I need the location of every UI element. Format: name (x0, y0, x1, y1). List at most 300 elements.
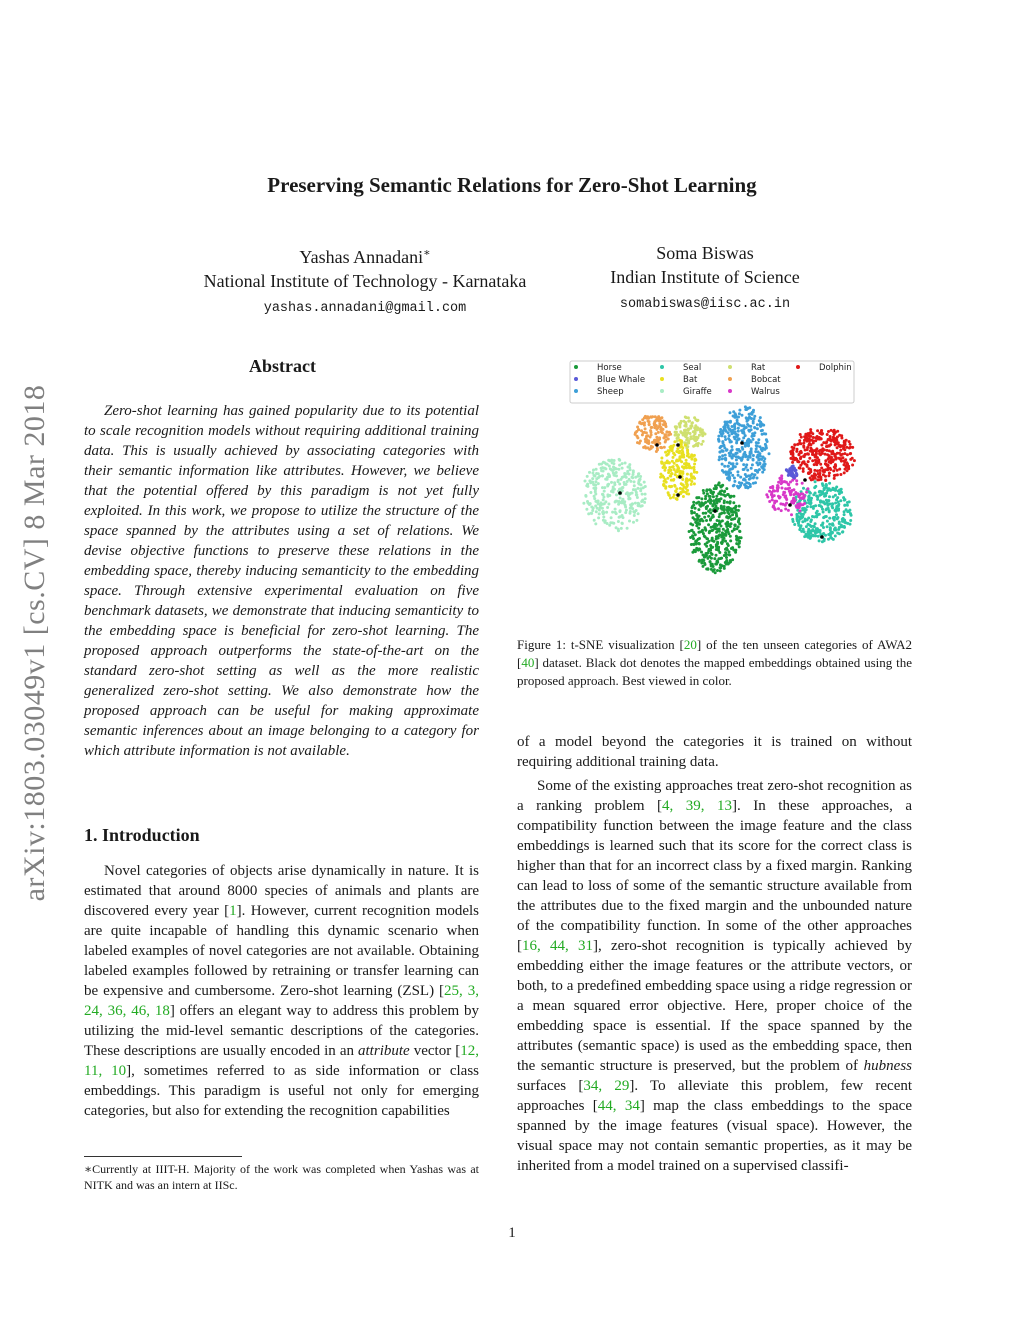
scatter-point (607, 503, 610, 506)
scatter-point (843, 499, 846, 502)
scatter-point (834, 502, 837, 505)
scatter-point (765, 445, 768, 448)
scatter-point (726, 506, 729, 509)
scatter-point (631, 476, 634, 479)
scatter-point (610, 481, 613, 484)
scatter-point (834, 458, 837, 461)
author-email-1: yashas.annadani@gmail.com (263, 301, 467, 316)
scatter-point (626, 470, 629, 473)
scatter-point (636, 436, 639, 439)
scatter-point (745, 463, 748, 466)
scatter-point (693, 416, 696, 419)
scatter-point (707, 510, 710, 513)
scatter-point (815, 447, 818, 450)
scatter-point (809, 450, 812, 453)
scatter-point (797, 443, 800, 446)
scatter-point (721, 463, 724, 466)
scatter-point (830, 439, 833, 442)
scatter-point (731, 513, 734, 516)
scatter-point (799, 502, 802, 505)
scatter-point (733, 527, 736, 530)
scatter-point (828, 523, 831, 526)
scatter-point (722, 432, 725, 435)
scatter-point (709, 491, 712, 494)
scatter-point (807, 523, 810, 526)
scatter-point (684, 416, 687, 419)
scatter-point (679, 430, 682, 433)
scatter-point (701, 559, 704, 562)
scatter-point (762, 447, 765, 450)
scatter-point (754, 481, 757, 484)
scatter-point (738, 545, 741, 548)
scatter-point (612, 466, 615, 469)
scatter-point (689, 432, 692, 435)
scatter-point (826, 445, 829, 448)
scatter-point (734, 414, 737, 417)
scatter-point (724, 428, 727, 431)
scatter-point (728, 434, 731, 437)
scatter-point (734, 505, 737, 508)
scatter-point (665, 425, 668, 428)
scatter-point (777, 507, 780, 510)
scatter-point (719, 490, 722, 493)
scatter-point (742, 463, 745, 466)
scatter-point (825, 508, 828, 511)
scatter-point (730, 445, 733, 448)
scatter-point (678, 451, 681, 454)
scatter-point (802, 513, 805, 516)
scatter-point (831, 505, 834, 508)
scatter-point (799, 526, 802, 529)
scatter-point (674, 473, 677, 476)
legend-marker (660, 377, 664, 381)
scatter-point (732, 501, 735, 504)
scatter-point (621, 486, 624, 489)
scatter-point (662, 423, 665, 426)
scatter-point (706, 541, 709, 544)
scatter-point (785, 502, 788, 505)
scatter-point (693, 468, 696, 471)
scatter-point (643, 431, 646, 434)
scatter-point (820, 432, 823, 435)
scatter-point (803, 460, 806, 463)
scatter-point (741, 414, 744, 417)
scatter-point (809, 470, 812, 473)
scatter-point (689, 522, 692, 525)
scatter-point (695, 471, 698, 474)
scatter-point (640, 429, 643, 432)
arxiv-identifier: arXiv:1803.03049v1 [cs.CV] 8 Mar 2018 (18, 384, 51, 901)
scatter-point (651, 446, 654, 449)
scatter-point (724, 454, 727, 457)
scatter-point (755, 447, 758, 450)
scatter-point (705, 507, 708, 510)
scatter-point (687, 420, 690, 423)
scatter-point (836, 430, 839, 433)
scatter-point (724, 438, 727, 441)
scatter-point (752, 459, 755, 462)
scatter-point (685, 459, 688, 462)
scatter-point (719, 569, 722, 572)
scatter-point (585, 508, 588, 511)
scatter-point (714, 571, 717, 574)
scatter-point (643, 481, 646, 484)
scatter-point (607, 483, 610, 486)
scatter-point (826, 520, 829, 523)
scatter-point (799, 467, 802, 470)
scatter-point (687, 463, 690, 466)
scatter-point (719, 446, 722, 449)
embedding-point (678, 475, 682, 479)
scatter-point (779, 502, 782, 505)
scatter-point (753, 426, 756, 429)
author-block-1 (170, 241, 560, 321)
scatter-point (624, 462, 627, 465)
intro-text: vector [ (409, 1043, 461, 1059)
embedding-point (676, 443, 680, 447)
scatter-point (738, 505, 741, 508)
legend-label: Seal (683, 363, 702, 373)
scatter-point (610, 516, 613, 519)
author-affiliation-1: National Institute of Technology - Karnataka (203, 271, 527, 291)
scatter-point (716, 541, 719, 544)
scatter-point (816, 469, 819, 472)
scatter-point (655, 450, 658, 453)
scatter-point (846, 504, 849, 507)
scatter-point (792, 502, 795, 505)
scatter-point (684, 491, 687, 494)
scatter-point (628, 466, 631, 469)
scatter-point (679, 455, 682, 458)
scatter-point (737, 430, 740, 433)
scatter-point (652, 441, 655, 444)
scatter-point (727, 474, 730, 477)
scatter-point (772, 504, 775, 507)
scatter-point (724, 421, 727, 424)
scatter-point (826, 525, 829, 528)
scatter-point (768, 452, 771, 455)
scatter-point (692, 501, 695, 504)
scatter-point (634, 488, 637, 491)
scatter-point (848, 440, 851, 443)
scatter-point (846, 463, 849, 466)
scatter-point (628, 520, 631, 523)
scatter-point (662, 420, 665, 423)
scatter-point (849, 523, 852, 526)
scatter-point (741, 424, 744, 427)
scatter-point (632, 521, 635, 524)
scatter-point (702, 565, 705, 568)
legend-marker (574, 389, 578, 393)
scatter-point (731, 425, 734, 428)
scatter-point (674, 434, 677, 437)
scatter-point (759, 425, 762, 428)
scatter-point (832, 469, 835, 472)
scatter-point (708, 498, 711, 501)
scatter-point (635, 519, 638, 522)
scatter-point (810, 431, 813, 434)
scatter-point (713, 557, 716, 560)
scatter-point (639, 475, 642, 478)
scatter-point (809, 505, 812, 508)
scatter-point (808, 434, 811, 437)
scatter-point (790, 513, 793, 516)
scatter-point (751, 463, 754, 466)
scatter-point (709, 518, 712, 521)
scatter-point (617, 528, 620, 531)
scatter-point (663, 436, 666, 439)
scatter-point (743, 451, 746, 454)
scatter-point (690, 466, 693, 469)
intro-text: Novel categories of objects arise dynamically in nature. It is estimated that around 8000 species of animals and plants are discovered every year [ (84, 863, 479, 919)
scatter-point (603, 486, 606, 489)
scatter-point (786, 487, 789, 490)
introduction-continued (517, 732, 912, 1176)
scatter-point (713, 487, 716, 490)
scatter-point (800, 515, 803, 518)
scatter-point (818, 469, 821, 472)
legend-label: Horse (597, 363, 622, 373)
scatter-point (723, 501, 726, 504)
citation-link[interactable]: 16, 44, 31 (522, 938, 593, 954)
scatter-point (748, 425, 751, 428)
scatter-point (807, 453, 810, 456)
scatter-point (787, 509, 790, 512)
scatter-point (843, 510, 846, 513)
scatter-point (686, 473, 689, 476)
scatter-point (818, 436, 821, 439)
intro-text: surfaces [ (517, 1078, 584, 1094)
scatter-point (796, 514, 799, 517)
scatter-point (710, 546, 713, 549)
scatter-point (728, 561, 731, 564)
scatter-point (826, 449, 829, 452)
scatter-point (733, 480, 736, 483)
intro-text: ], sometimes referred to as side information or class embeddings. This paradigm is useful not only for emerging categories, but also for extending the recognition capabilities (84, 1063, 479, 1119)
scatter-point (814, 480, 817, 483)
scatter-point (810, 525, 813, 528)
scatter-point (827, 487, 830, 490)
tsne-plot (560, 355, 880, 595)
scatter-point (807, 460, 810, 463)
scatter-point (808, 501, 811, 504)
scatter-point (827, 430, 830, 433)
citation-link[interactable]: 25, 3, 24, 36, 46, 18 (84, 983, 479, 1019)
scatter-point (829, 461, 832, 464)
scatter-point (737, 427, 740, 430)
scatter-point (661, 474, 664, 477)
scatter-point (793, 523, 796, 526)
citation-link[interactable]: 34, 29 (583, 1078, 630, 1094)
scatter-point (658, 436, 661, 439)
scatter-point (828, 472, 831, 475)
scatter-point (849, 458, 852, 461)
scatter-point (718, 520, 721, 523)
scatter-point (690, 483, 693, 486)
citation-link[interactable]: 4, 39, 13 (662, 798, 733, 814)
scatter-point (675, 464, 678, 467)
citation-link[interactable]: 1 (229, 903, 237, 919)
scatter-point (824, 475, 827, 478)
scatter-point (682, 495, 685, 498)
legend-marker (796, 365, 800, 369)
scatter-point (816, 513, 819, 516)
scatter-point (841, 518, 844, 521)
scatter-point (801, 496, 804, 499)
section-heading-introduction: 1. Introduction (84, 825, 200, 845)
scatter-point (631, 502, 634, 505)
scatter-point (835, 486, 838, 489)
scatter-point (797, 521, 800, 524)
scatter-point (718, 458, 721, 461)
scatter-point (795, 483, 798, 486)
scatter-point (824, 492, 827, 495)
scatter-point (744, 454, 747, 457)
scatter-point (736, 470, 739, 473)
scatter-point (688, 478, 691, 481)
scatter-point (832, 487, 835, 490)
scatter-point (619, 497, 622, 500)
scatter-point (765, 438, 768, 441)
scatter-point (708, 530, 711, 533)
scatter-point (721, 457, 724, 460)
scatter-point (799, 433, 802, 436)
scatter-point (655, 436, 658, 439)
scatter-point (738, 409, 741, 412)
scatter-point (704, 535, 707, 538)
scatter-point (715, 495, 718, 498)
scatter-point (618, 459, 621, 462)
scatter-point (782, 493, 785, 496)
scatter-point (835, 507, 838, 510)
scatter-point (681, 470, 684, 473)
scatter-point (597, 472, 600, 475)
scatter-point (723, 508, 726, 511)
scatter-point (756, 471, 759, 474)
scatter-point (846, 453, 849, 456)
legend-marker (728, 377, 732, 381)
scatter-point (705, 489, 708, 492)
scatter-point (828, 517, 831, 520)
scatter-point (720, 512, 723, 515)
intro-text: ]. To alleviate this problem, few recent approaches [ (517, 1078, 913, 1114)
scatter-point (602, 496, 605, 499)
scatter-point (644, 485, 647, 488)
scatter-point (674, 485, 677, 488)
scatter-point (613, 483, 616, 486)
citation-link[interactable]: 20 (683, 637, 697, 652)
scatter-point (760, 458, 763, 461)
scatter-point (812, 436, 815, 439)
scatter-point (715, 499, 718, 502)
scatter-point (797, 453, 800, 456)
scatter-point (703, 562, 706, 565)
scatter-point (773, 494, 776, 497)
scatter-point (675, 490, 678, 493)
scatter-point (786, 470, 789, 473)
scatter-point (746, 469, 749, 472)
scatter-point (756, 477, 759, 480)
scatter-point (806, 487, 809, 490)
scatter-point (633, 480, 636, 483)
scatter-point (711, 537, 714, 540)
scatter-point (663, 480, 666, 483)
scatter-point (825, 463, 828, 466)
scatter-point (729, 450, 732, 453)
scatter-point (603, 521, 606, 524)
citation-link[interactable]: 12, 11, 10 (84, 1043, 479, 1079)
scatter-point (633, 514, 636, 517)
scatter-point (646, 415, 649, 418)
scatter-point (730, 432, 733, 435)
scatter-point (837, 516, 840, 519)
scatter-point (833, 516, 836, 519)
scatter-point (834, 535, 837, 538)
scatter-point (840, 434, 843, 437)
scatter-point (610, 490, 613, 493)
scatter-point (600, 463, 603, 466)
citation-link[interactable]: 40 (521, 655, 535, 670)
scatter-point (618, 488, 621, 491)
scatter-point (818, 539, 821, 542)
scatter-point (791, 461, 794, 464)
scatter-point (704, 526, 707, 529)
scatter-point (643, 501, 646, 504)
scatter-point (724, 435, 727, 438)
scatter-point (641, 433, 644, 436)
scatter-point (790, 491, 793, 494)
scatter-point (849, 512, 852, 515)
scatter-point (721, 484, 724, 487)
scatter-point (804, 509, 807, 512)
scatter-point (734, 549, 737, 552)
citation-link[interactable]: 44, 34 (597, 1098, 640, 1114)
scatter-point (814, 436, 817, 439)
scatter-point (672, 456, 675, 459)
scatter-point (637, 512, 640, 515)
scatter-point (666, 460, 669, 463)
scatter-point (669, 448, 672, 451)
scatter-point (687, 493, 690, 496)
scatter-point (710, 557, 713, 560)
scatter-point (693, 549, 696, 552)
scatter-point (737, 525, 740, 528)
scatter-point (699, 431, 702, 434)
scatter-point (754, 450, 757, 453)
scatter-point (595, 510, 598, 513)
scatter-point (774, 500, 777, 503)
scatter-point (629, 497, 632, 500)
scatter-point (814, 439, 817, 442)
scatter-point (713, 568, 716, 571)
scatter-point (707, 523, 710, 526)
scatter-point (749, 474, 752, 477)
scatter-point (617, 468, 620, 471)
scatter-point (673, 440, 676, 443)
embedding-point (713, 509, 717, 513)
scatter-point (784, 508, 787, 511)
scatter-point (640, 500, 643, 503)
scatter-point (732, 454, 735, 457)
scatter-point (600, 469, 603, 472)
scatter-point (682, 453, 685, 456)
scatter-point (820, 429, 823, 432)
scatter-point (732, 495, 735, 498)
scatter-point (672, 452, 675, 455)
caption-text: ] of the ten unseen categories of AWA2 [ (517, 637, 913, 670)
scatter-point (818, 494, 821, 497)
scatter-point (629, 510, 632, 513)
